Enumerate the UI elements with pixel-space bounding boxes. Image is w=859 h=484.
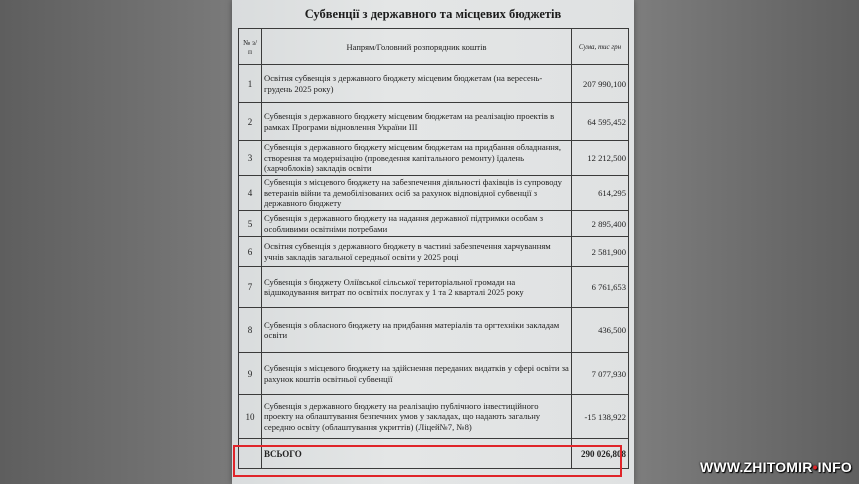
row-number: 3 bbox=[239, 141, 262, 176]
row-number: 5 bbox=[239, 211, 262, 237]
row-number: 7 bbox=[239, 267, 262, 308]
watermark-dot-icon: • bbox=[812, 459, 818, 475]
document-title: Субвенції з державного та місцевих бюджетів bbox=[304, 7, 562, 21]
row-description: Субвенція з бюджету Оліївської сільської територіальної громади на відшкодування витрат по освітніх послугах у 1 та 2 кварталі 2025 року bbox=[262, 267, 572, 308]
row-amount: 64 595,452 bbox=[572, 103, 629, 141]
row-description: Субвенція з державного бюджету на реалізацію публічного інвестиційного проекту на облаштування безпечних умов у закладах, що надають загальну середню освіту (облаштування укриттів) (Ліцей№7, №8) bbox=[262, 395, 572, 439]
row-description: Субвенція з державного бюджету на надання державної підтримки особам з особливими освітніми потребами bbox=[262, 211, 572, 237]
row-description: Субвенція з державного бюджету місцевим бюджетам на реалізацію проектів в рамках Програми відновлення України ІІІ bbox=[262, 103, 572, 141]
total-amount: 290 026,808 bbox=[572, 439, 629, 469]
watermark-prefix: WWW.ZHITOMIR bbox=[700, 459, 813, 475]
row-amount: 436,500 bbox=[572, 308, 629, 353]
row-amount: 207 990,100 bbox=[572, 65, 629, 103]
total-highlight-box bbox=[233, 445, 622, 477]
row-amount: 7 077,930 bbox=[572, 353, 629, 395]
row-amount: 12 212,500 bbox=[572, 141, 629, 176]
row-number: 8 bbox=[239, 308, 262, 353]
row-description: Субвенція з місцевого бюджету на здійснення переданих видатків у сфері освіти за рахунок коштів освітньої субвенції bbox=[262, 353, 572, 395]
subsidies-table bbox=[238, 28, 629, 469]
row-amount: 2 581,900 bbox=[572, 237, 629, 267]
row-description: Субвенція з місцевого бюджету на забезпечення діяльності фахівців із супроводу ветеранів війни та демобілізованих осіб за рахунок відповідної субвенції з державного бюджету bbox=[262, 176, 572, 211]
site-watermark bbox=[700, 459, 852, 475]
row-description: Субвенція з державного бюджету місцевим бюджетам на придбання обладнання, створення та модернізацію (проведення капітального ремонту) їдалень (харчоблоків) закладів освіти bbox=[262, 141, 572, 176]
table-row bbox=[239, 353, 629, 395]
document-paper bbox=[232, 0, 634, 484]
table-row bbox=[239, 308, 629, 353]
row-amount: -15 138,922 bbox=[572, 395, 629, 439]
total-label: ВСЬОГО bbox=[262, 439, 572, 469]
row-description: Освітня субвенція з державного бюджету в частині забезпечення харчуванням учнів закладів загальної середньої освіти у 2025 році bbox=[262, 237, 572, 267]
header-direction: Напрям/Головний розпорядник коштів bbox=[262, 29, 572, 65]
table-row bbox=[239, 237, 629, 267]
header-amount: Сума, тис грн bbox=[572, 29, 629, 65]
row-number: 10 bbox=[239, 395, 262, 439]
row-number: 9 bbox=[239, 353, 262, 395]
row-description: Субвенція з обласного бюджету на придбання матеріалів та оргтехніки закладам освіти bbox=[262, 308, 572, 353]
row-amount: 614,295 bbox=[572, 176, 629, 211]
row-number: 4 bbox=[239, 176, 262, 211]
row-number: 1 bbox=[239, 65, 262, 103]
row-description: Освітня субвенція з державного бюджету місцевим бюджетам (на вересень-грудень 2025 року) bbox=[262, 65, 572, 103]
table-row bbox=[239, 141, 629, 176]
table-header-row bbox=[239, 29, 629, 65]
table-row bbox=[239, 103, 629, 141]
background-right bbox=[634, 0, 859, 484]
table-row bbox=[239, 395, 629, 439]
row-number: 6 bbox=[239, 237, 262, 267]
table-row bbox=[239, 65, 629, 103]
row-amount: 2 895,400 bbox=[572, 211, 629, 237]
row-number: 2 bbox=[239, 103, 262, 141]
table-row bbox=[239, 176, 629, 211]
background-left bbox=[0, 0, 232, 484]
table-row bbox=[239, 267, 629, 308]
header-number: № з/п bbox=[239, 29, 262, 65]
watermark-suffix: INFO bbox=[817, 459, 852, 475]
row-amount: 6 761,653 bbox=[572, 267, 629, 308]
table-row bbox=[239, 211, 629, 237]
